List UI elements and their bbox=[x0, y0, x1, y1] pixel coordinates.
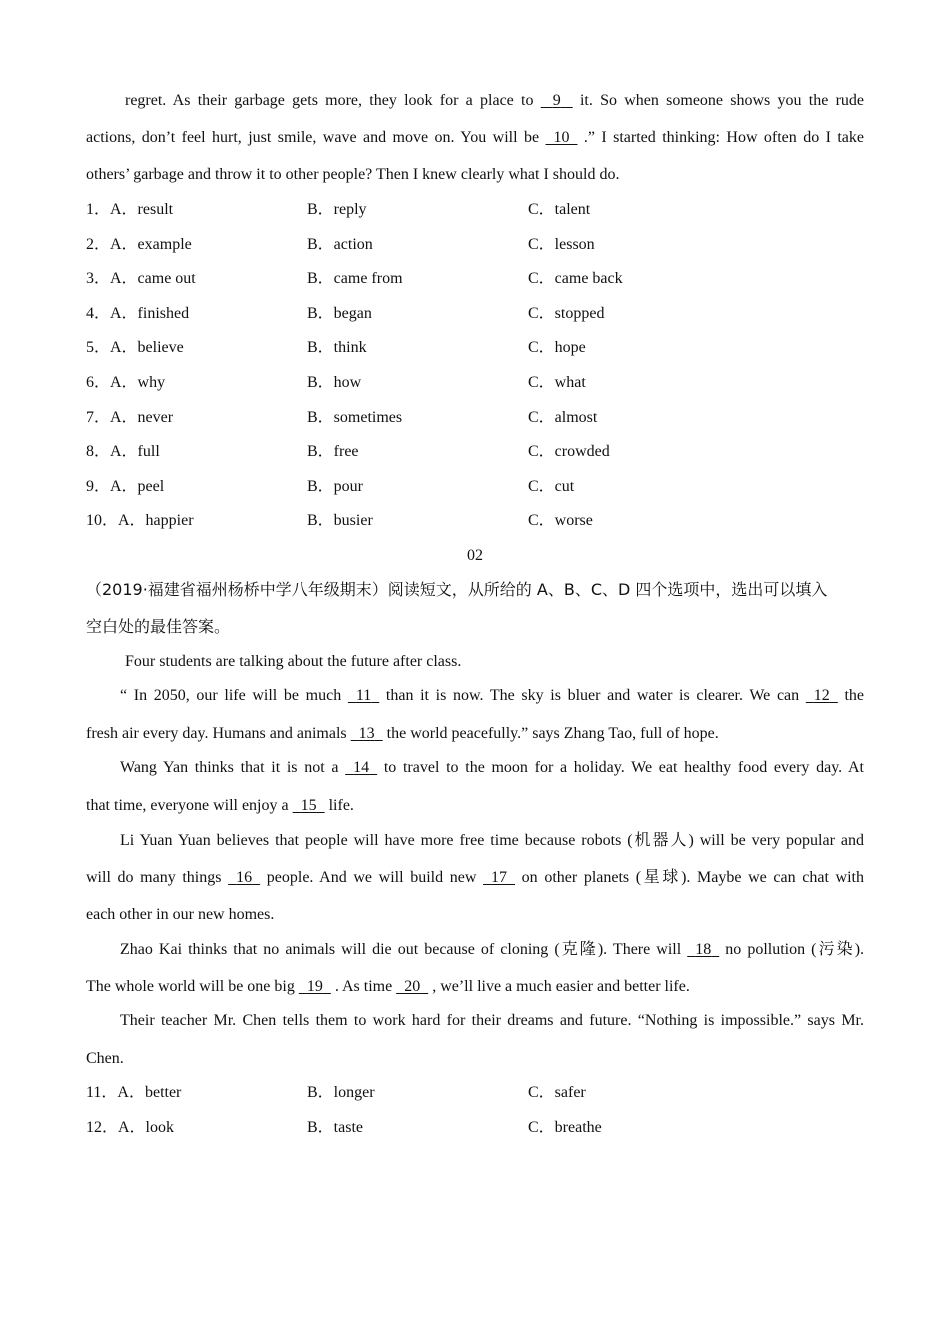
text-segment: the bbox=[837, 687, 864, 704]
text-segment: on other planets ( bbox=[515, 869, 642, 886]
text-segment: life. bbox=[324, 797, 354, 814]
option-a: 6．A．why bbox=[86, 374, 166, 391]
blank-20: 20 bbox=[404, 978, 421, 995]
text-segment: than it is now. The sky is bluer and water is clearer. We can bbox=[379, 687, 806, 704]
option-b: B．how bbox=[307, 374, 362, 391]
question-row bbox=[86, 269, 786, 289]
text-segment: others’ garbage and throw it to other people? Then I knew clearly what I should do. bbox=[86, 166, 620, 183]
option-c: C．crowded bbox=[528, 443, 610, 461]
question-row bbox=[86, 511, 786, 531]
passage2-p3-line1 bbox=[120, 758, 864, 778]
option-a: 3．A．came out bbox=[86, 270, 196, 288]
chinese-gloss: 机器人 bbox=[632, 830, 689, 849]
blank-11: 11 bbox=[355, 687, 372, 704]
option-c: C．stopped bbox=[528, 304, 605, 322]
question-row bbox=[86, 1083, 786, 1103]
option-b: B．longer bbox=[307, 1084, 375, 1101]
text-segment: that time, everyone will enjoy a bbox=[86, 797, 293, 814]
text-segment: ). There will bbox=[597, 941, 688, 958]
question-row bbox=[86, 442, 786, 462]
option-c: C．what bbox=[528, 374, 586, 391]
blank-12: 12 bbox=[813, 687, 830, 704]
option-c: C．lesson bbox=[528, 235, 595, 253]
option-b: B．reply bbox=[307, 201, 367, 218]
passage1-line2 bbox=[86, 128, 864, 148]
passage2-p2-line1 bbox=[120, 686, 864, 706]
text-segment: Li Yuan Yuan believes that people will have more free time because robots ( bbox=[120, 832, 633, 849]
option-c: C．came back bbox=[528, 270, 623, 288]
option-a: 10．A．happier bbox=[86, 512, 194, 530]
text-segment: ). Maybe we can chat with bbox=[681, 869, 864, 886]
text-segment: it. So when someone shows you the rude bbox=[572, 92, 864, 109]
question-row bbox=[86, 1118, 786, 1138]
option-c: C．breathe bbox=[528, 1119, 602, 1136]
passage2-p4-line3 bbox=[86, 905, 864, 925]
option-c: C．safer bbox=[528, 1084, 586, 1101]
option-a: 11．A．better bbox=[86, 1084, 182, 1101]
section-heading-line2: 空白处的最佳答案。 bbox=[86, 617, 231, 636]
passage2-p3-line2 bbox=[86, 796, 864, 816]
option-b: B．busier bbox=[307, 512, 373, 530]
blank-16: 16 bbox=[236, 869, 253, 886]
option-b: B．action bbox=[307, 235, 373, 253]
option-c: C．worse bbox=[528, 512, 593, 530]
option-a: 1．A．result bbox=[86, 201, 174, 218]
option-a: 7．A．never bbox=[86, 408, 174, 426]
text-segment: Wang Yan thinks that it is not a bbox=[120, 759, 346, 776]
passage2-p2-line2 bbox=[86, 724, 864, 744]
passage2-p6-line2 bbox=[86, 1049, 864, 1069]
option-b: B．free bbox=[307, 443, 359, 461]
passage2-p1 bbox=[125, 652, 864, 672]
text-segment: Four students are talking about the future after class. bbox=[125, 653, 462, 670]
blank-13: 13 bbox=[358, 725, 375, 742]
blank-17: 17 bbox=[491, 869, 508, 886]
text-segment: actions, don’t feel hurt, just smile, wave and move on. You will be bbox=[86, 129, 546, 146]
option-b: B．pour bbox=[307, 477, 364, 495]
blank-15: 15 bbox=[300, 797, 317, 814]
text-segment: “ In 2050, our life will be much bbox=[120, 687, 348, 704]
blank-14: 14 bbox=[353, 759, 370, 776]
question-row bbox=[86, 338, 786, 358]
option-a: 8．A．full bbox=[86, 443, 160, 461]
text-segment: people. And we will build new bbox=[260, 869, 484, 886]
blank-19: 19 bbox=[306, 978, 323, 995]
question-row bbox=[86, 373, 786, 393]
chinese-gloss: 污染 bbox=[816, 939, 855, 958]
text-segment: .” I started thinking: How often do I take bbox=[577, 129, 865, 146]
text-segment: fresh air every day. Humans and animals bbox=[86, 725, 351, 742]
passage1-line1 bbox=[125, 91, 864, 111]
text-segment: . As time bbox=[330, 978, 397, 995]
option-c: C．hope bbox=[528, 339, 586, 357]
passage2-p5-line2 bbox=[86, 977, 864, 997]
option-b: B．came from bbox=[307, 270, 403, 288]
option-b: B．taste bbox=[307, 1119, 363, 1136]
text-segment: to travel to the moon for a holiday. We eat healthy food every day. At bbox=[377, 759, 864, 776]
option-a: 5．A．believe bbox=[86, 339, 184, 357]
question-row bbox=[86, 200, 786, 220]
text-segment: ) will be very popular and bbox=[688, 832, 864, 849]
text-segment: Zhao Kai thinks that no animals will die out because of cloning ( bbox=[120, 941, 560, 958]
option-b: B．began bbox=[307, 304, 372, 322]
option-a: 2．A．example bbox=[86, 235, 192, 253]
option-b: B．think bbox=[307, 339, 367, 357]
blank-18: 18 bbox=[695, 941, 712, 958]
option-c: C．almost bbox=[528, 408, 598, 426]
text-segment: ). bbox=[854, 941, 865, 958]
text-segment: the world peacefully.” says Zhang Tao, full of hope. bbox=[382, 725, 719, 742]
text-segment: Their teacher Mr. Chen tells them to work hard for their dreams and future. “Nothing is impossible.” says Mr. bbox=[120, 1012, 864, 1029]
passage1-line3 bbox=[86, 165, 864, 185]
option-c: C．cut bbox=[528, 477, 575, 495]
option-b: B．sometimes bbox=[307, 408, 403, 426]
section-number: 02 bbox=[467, 547, 483, 564]
text-segment: each other in our new homes. bbox=[86, 906, 275, 923]
question-row bbox=[86, 304, 786, 324]
option-a: 12．A．look bbox=[86, 1119, 175, 1136]
question-row bbox=[86, 235, 786, 255]
text-segment: Chen. bbox=[86, 1050, 124, 1067]
passage2-p4-line2 bbox=[86, 867, 864, 888]
passage2-p5-line1 bbox=[120, 939, 864, 960]
text-segment: will do many things bbox=[86, 869, 229, 886]
option-a: 4．A．finished bbox=[86, 304, 190, 322]
question-row bbox=[86, 477, 786, 497]
chinese-gloss: 星球 bbox=[641, 867, 682, 886]
text-segment: no pollution ( bbox=[719, 941, 817, 958]
text-segment: , we’ll live a much easier and better life. bbox=[428, 978, 690, 995]
text-segment: The whole world will be one big bbox=[86, 978, 299, 995]
section-heading-line1: （2019·福建省福州杨桥中学八年级期末）阅读短文，从所给的 A、B、C、D 四个选项中，选出可以填入 bbox=[86, 580, 828, 599]
question-row bbox=[86, 408, 786, 428]
chinese-gloss: 克隆 bbox=[559, 939, 598, 958]
option-a: 9．A．peel bbox=[86, 477, 165, 495]
passage2-p4-line1 bbox=[120, 830, 864, 851]
blank-9: 9 bbox=[552, 92, 561, 109]
option-c: C．talent bbox=[528, 201, 591, 218]
blank-10: 10 bbox=[553, 129, 570, 146]
text-segment: regret. As their garbage gets more, they look for a place to bbox=[125, 92, 541, 109]
passage2-p6-line1 bbox=[120, 1011, 864, 1031]
